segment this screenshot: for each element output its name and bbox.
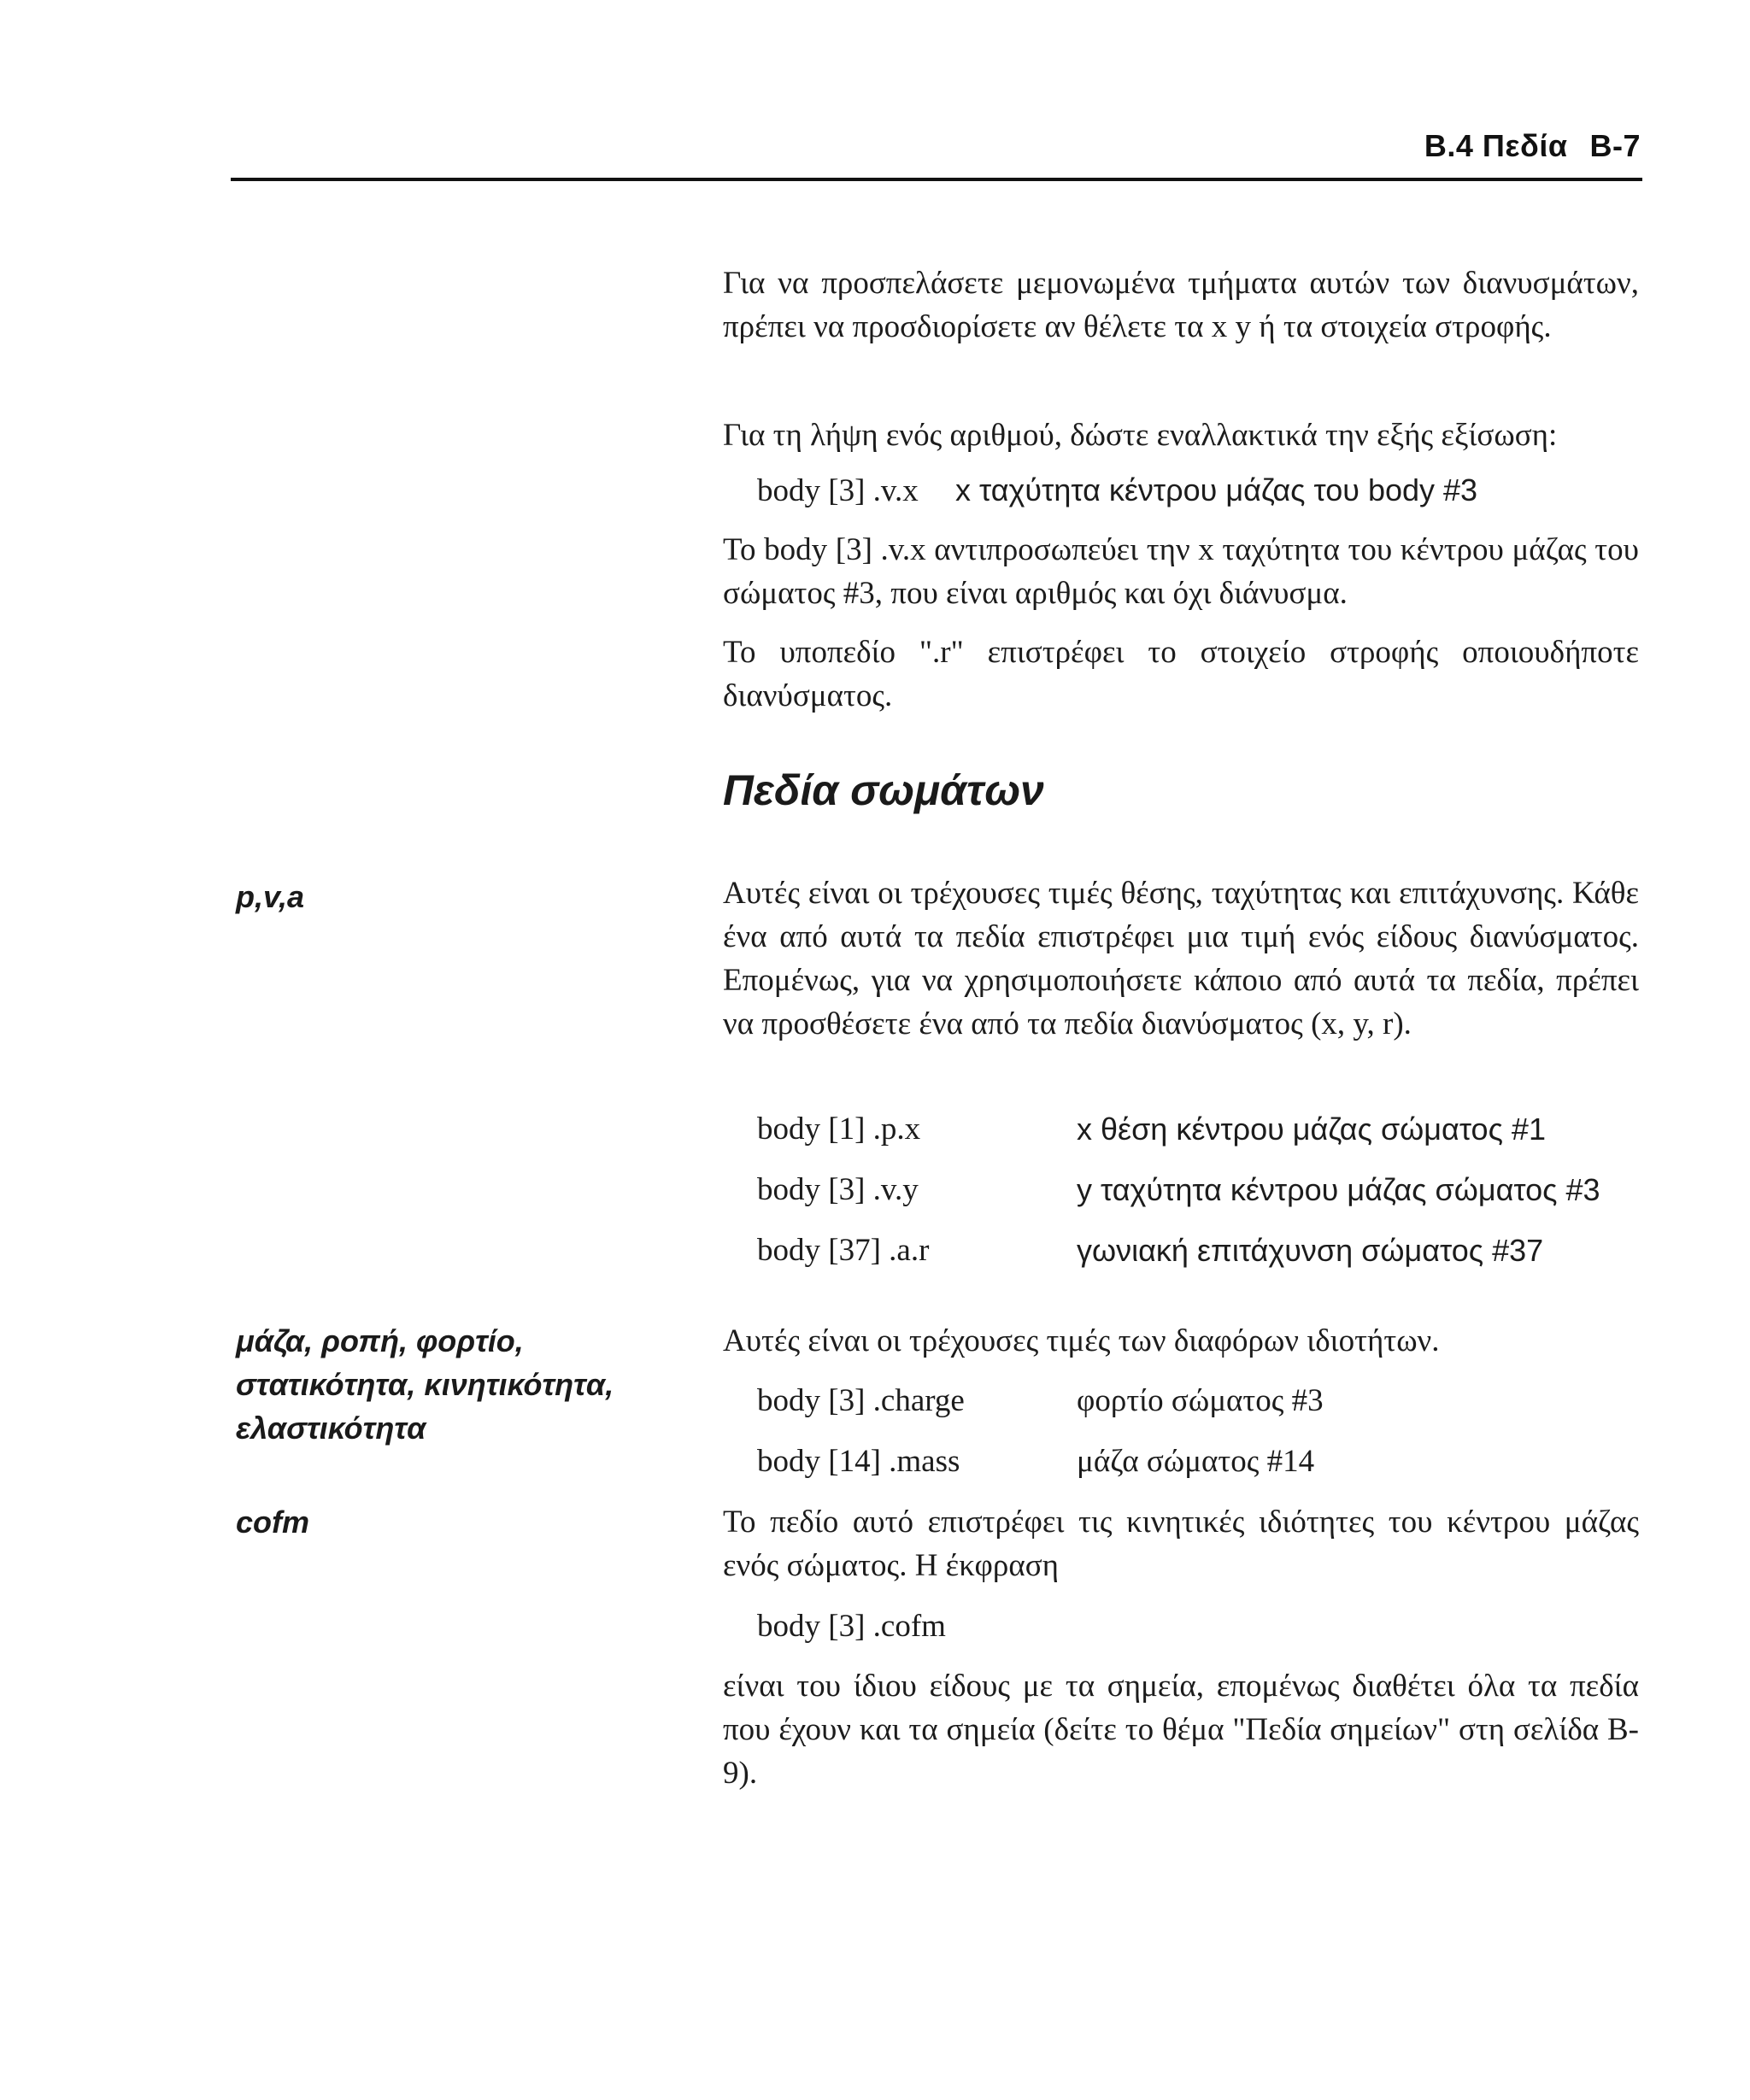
header-rule (231, 178, 1642, 181)
properties-example-description: φορτίο σώματος #3 (1077, 1383, 1324, 1418)
properties-label-line: στατικότητα, κινητικότητα, (236, 1367, 614, 1402)
intro-example-row (757, 468, 1477, 513)
margin-label-pva: p,v,a (236, 879, 305, 914)
section-title: Πεδία σωμάτων (723, 766, 1044, 814)
properties-example-description: μάζα σώματος #14 (1077, 1444, 1315, 1479)
running-header (231, 128, 1641, 164)
properties-example-code: body [3] .charge (757, 1383, 965, 1418)
intro-paragraph-4: Το υποπεδίο ".r" επιστρέφει το στοιχείο στροφής οποιουδήποτε διανύσματος. (723, 635, 1639, 713)
pva-example-description: γωνιακή επιτάχυνση σώματος #37 (1077, 1233, 1544, 1268)
cofm-paragraph-1: Το πεδίο αυτό επιστρέφει τις κινητικές ιδιότητες του κέντρου μάζας ενός σώματος. Η έκφραση (723, 1505, 1639, 1583)
pva-example-description: x θέση κέντρου μάζας σώματος #1 (1077, 1112, 1546, 1147)
margin-label-properties (236, 1319, 680, 1450)
intro-paragraph-1: Για να προσπελάσετε μεμονωμένα τμήματα αυτών των διανυσμάτων, πρέπει να προσδιορίσετε αν θέλετε τα x y ή τα στοιχεία στροφής. (723, 266, 1639, 344)
pva-example-code: body [1] .p.x (757, 1112, 921, 1147)
cofm-paragraph-2: είναι του ίδιου είδους με τα σημεία, επομένως διαθέτει όλα τα πεδία που έχουν και τα σημεία (δείτε το θέμα "Πεδία σημείων" στη σελίδα B-9). (723, 1669, 1639, 1791)
example-description: x ταχύτητα κέντρου μάζας του body #3 (955, 472, 1478, 507)
properties-paragraph: Αυτές είναι οι τρέχουσες τιμές των διαφόρων ιδιοτήτων. (723, 1323, 1440, 1358)
properties-example-code: body [14] .mass (757, 1444, 960, 1479)
pva-example-description: y ταχύτητα κέντρου μάζας σώματος #3 (1077, 1172, 1600, 1207)
intro-paragraph-2: Για τη λήψη ενός αριθμού, δώστε εναλλακτικά την εξής εξίσωση: (723, 418, 1558, 453)
cofm-example-code: body [3] .cofm (757, 1609, 946, 1644)
pva-example-code: body [3] .v.y (757, 1172, 919, 1207)
header-section: B.4 Πεδία (1424, 128, 1568, 163)
pva-example-code: body [37] .a.r (757, 1233, 930, 1268)
intro-paragraph-3: Το body [3] .v.x αντιπροσωπεύει την x ταχύτητα του κέντρου μάζας του σώματος #3, που είναι αριθμός και όχι διάνυσμα. (723, 532, 1639, 611)
pva-paragraph: Αυτές είναι οι τρέχουσες τιμές θέσης, ταχύτητας και επιτάχυνσης. Κάθε ένα από αυτά τα πεδία επιστρέφει μια τιμή ενός είδους διανύσματος. Επομένως, για να χρησιμοποιήσετε κάποιο από αυτά τα πεδία, πρέπει να προσθέσετε ένα από τα πεδία διανύσματος (x, y, r). (723, 876, 1639, 1041)
example-code: body [3] .v.x (757, 473, 919, 508)
cofm-example-row (757, 1604, 946, 1648)
header-page-number: B-7 (1589, 128, 1641, 163)
properties-label-line: ελαστικότητα (236, 1411, 426, 1446)
margin-label-cofm: cofm (236, 1505, 310, 1540)
properties-label-line: μάζα, ροπή, φορτίο, (236, 1323, 524, 1358)
